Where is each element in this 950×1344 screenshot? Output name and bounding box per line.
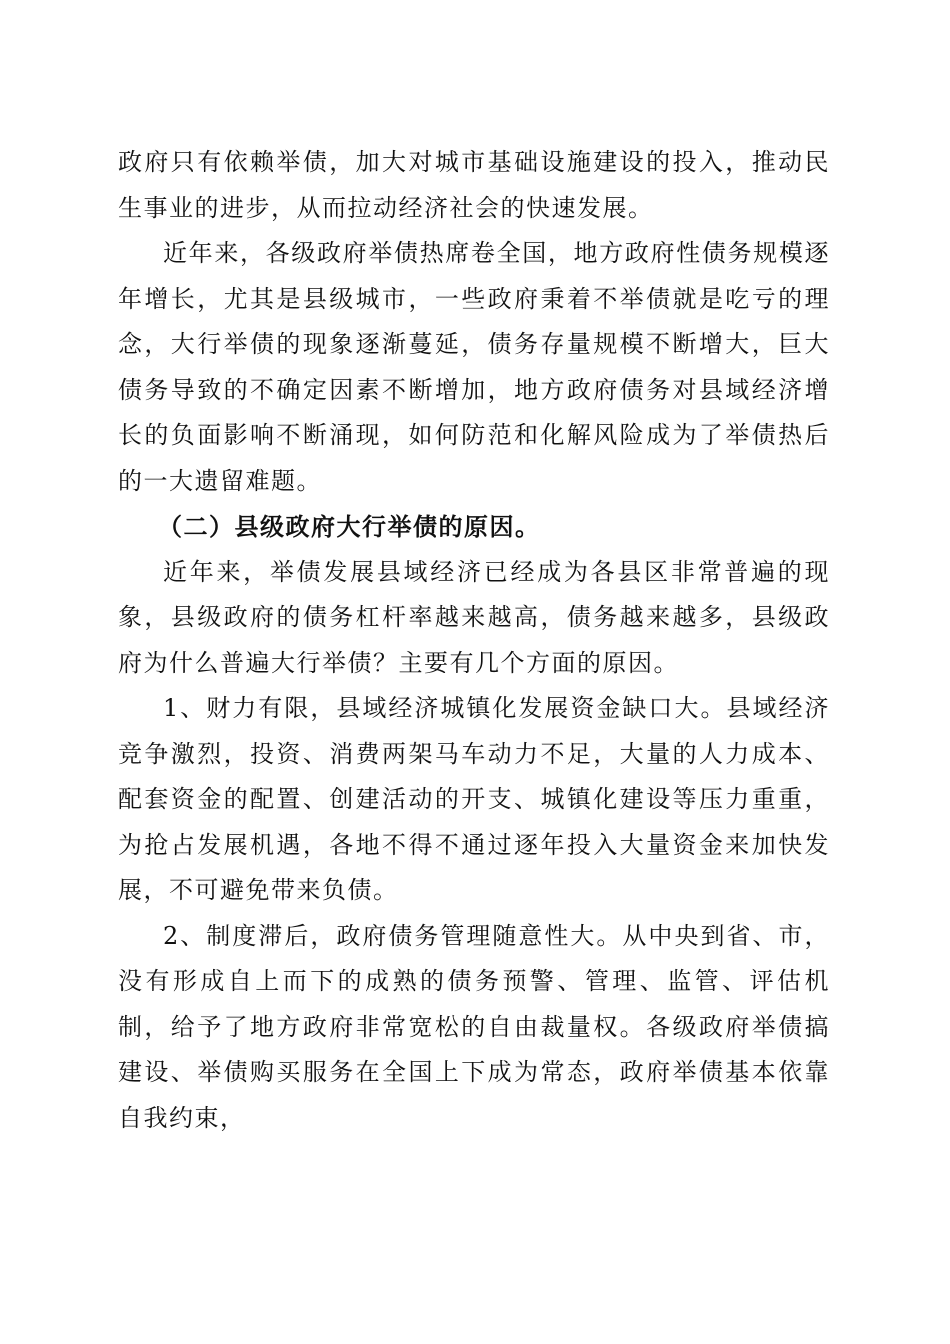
paragraph-3: 近年来，举债发展县域经济已经成为各县区非常普遍的现象，县级政府的债务杠杆率越来越高，债务越来越多，县级政府为什么普遍大行举债？主要有几个方面的原因。 <box>118 557 830 677</box>
paragraph-2: 近年来，各级政府举债热席卷全国，地方政府性债务规模逐年增长，尤其是县级城市，一些政府秉着不举债就是吃亏的理念，大行举债的现象逐渐蔓延，债务存量规模不断增大，巨大债务导致的不确定因素不断增加，地方政府债务对县域经济增长的负面影响不断涌现，如何防范和化解风险成为了举债热后的一大遗留难题。 <box>118 239 830 495</box>
paragraph-5-item-2: 2、制度滞后，政府债务管理随意性大。从中央到省、市，没有形成自上而下的成熟的债务预警、管理、监管、评估机制，给予了地方政府非常宽松的自由裁量权。各级政府举债搞建设、举债购买服务在全国上下成为常态，政府举债基本依靠自我约束， <box>118 921 830 1132</box>
paragraph-1-continuation: 政府只有依赖举债，加大对城市基础设施建设的投入，推动民生事业的进步，从而拉动经济社会的快速发展。 <box>118 148 830 222</box>
paragraph-4-item-1: 1、财力有限，县域经济城镇化发展资金缺口大。县域经济竞争激烈，投资、消费两架马车动力不足，大量的人力成本、配套资金的配置、创建活动的开支、城镇化建设等压力重重，为抢占发展机遇，各地不得不通过逐年投入大量资金来加快发展，不可避免带来负债。 <box>118 694 830 904</box>
section-heading: （二）县级政府大行举债的原因。 <box>158 512 541 541</box>
document-page <box>118 140 830 1141</box>
